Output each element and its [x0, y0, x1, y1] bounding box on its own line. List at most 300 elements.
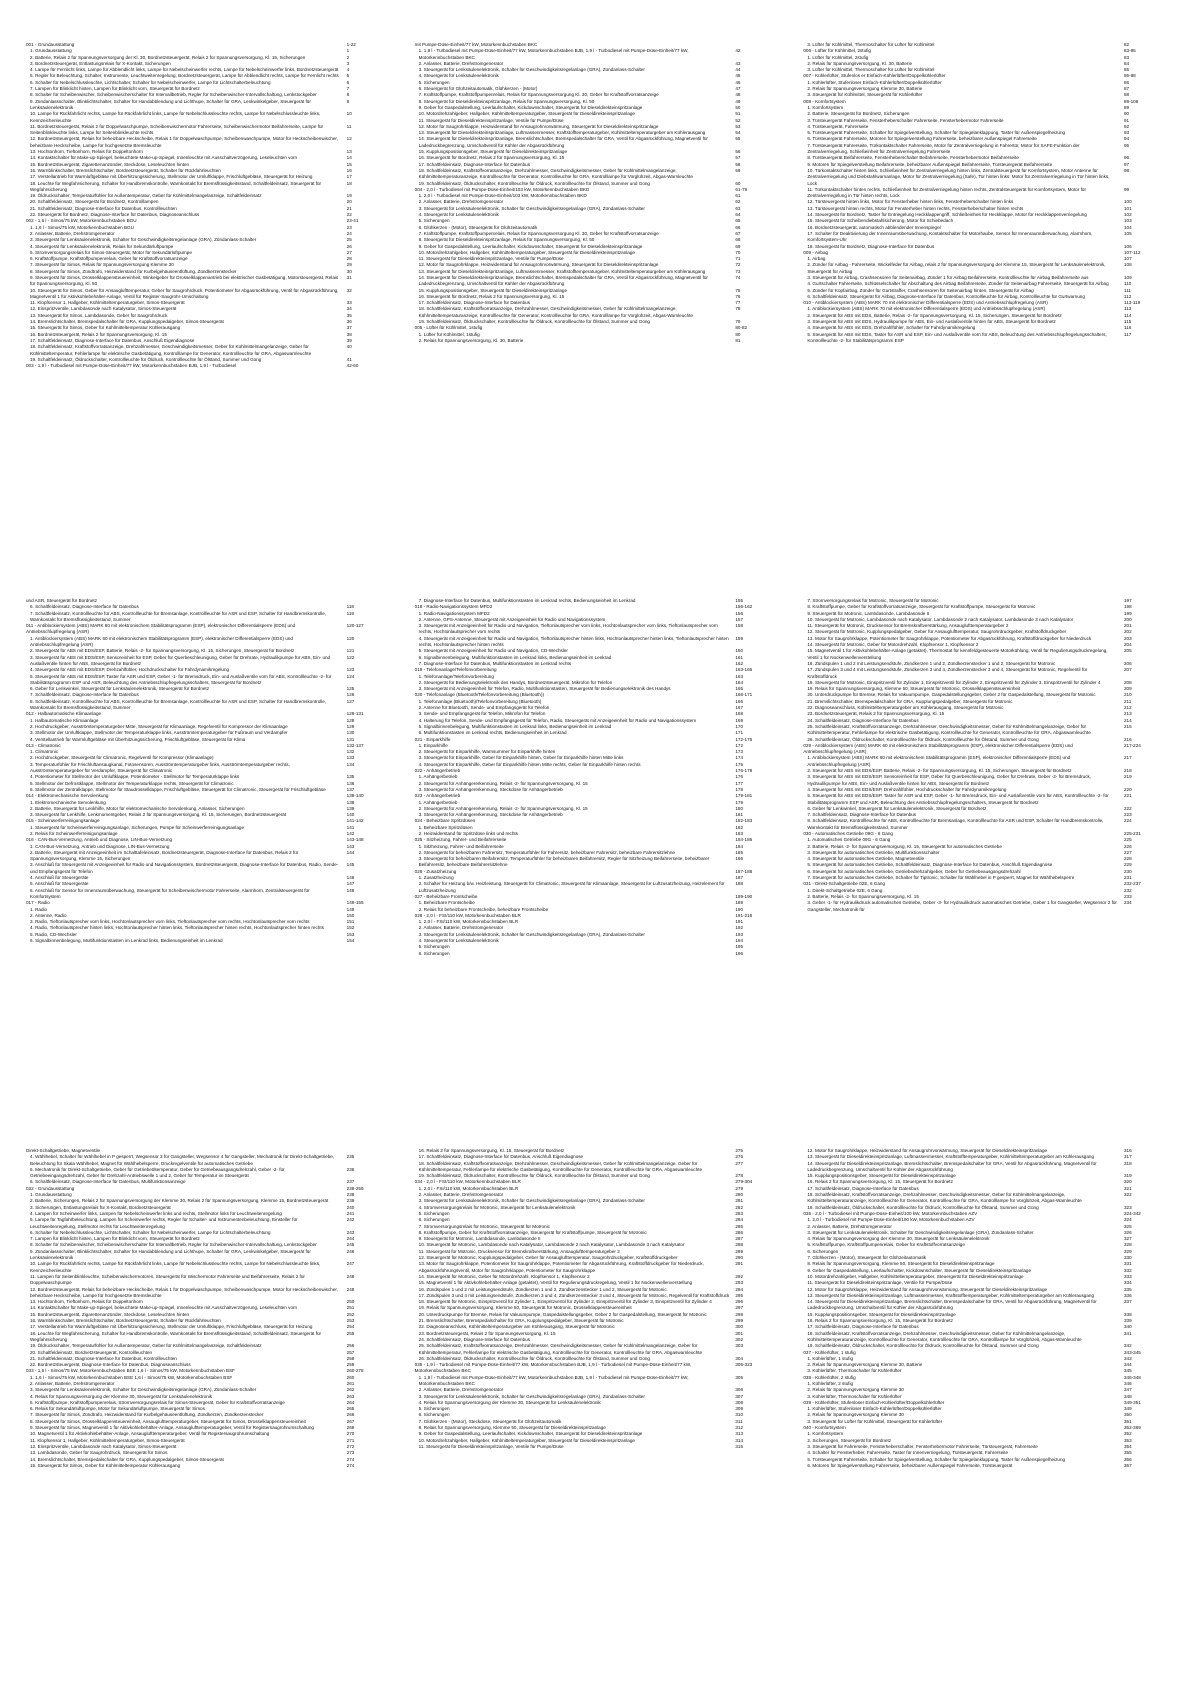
page-number: 89: [1123, 104, 1130, 110]
page-number: 175: [735, 761, 743, 767]
entry-text: 14. Bremslichtschalter, Bremspedalschalter für GRA, Kupplungspedalgeber, Simos-Steuergerät: [30, 319, 224, 325]
entry-text: 9. Geber für Gaspedalstellung, Leerlaufschalter, Kickdownschalter, Steuergerät für Dieseldirekteinspritzanlage: [418, 104, 643, 110]
page-number: 184: [735, 843, 743, 849]
entry-text: 5. Stromversorgungsrelais für Simos-Steuergerät, Motor für Sekundärluftpumpe: [30, 249, 192, 255]
page-number: 301: [735, 1330, 743, 1336]
entry-text: 6. Sicherungen: [418, 1412, 450, 1418]
entry-text: 1. Airbag: [807, 256, 826, 262]
page-number: 20: [346, 199, 352, 205]
page-number: 357: [1123, 1462, 1132, 1468]
page-number: 191-216: [735, 912, 753, 918]
entry-text: 2. Anlasser, Batterie, Drehstromgenerator: [418, 60, 504, 66]
page-number: 135: [346, 774, 355, 780]
entry-text: 5. Sicherungen: [418, 1210, 450, 1216]
page-number: 100: [1123, 199, 1132, 205]
entry-text: 011 - Antiblockiersystem (ABS) MARK 60 mit elektronischem Stabilitätsprogramm (ESP), elektronischer Differentialsperre (EDS) und Antriebsschlupfregelung (ASR): [26, 623, 296, 635]
entry-text: 19. Relais für Spannungsversorgung, Klemme 50, Steuergerät für Motronic, Drosselklappensteuereinheit: [807, 686, 1021, 692]
index-entry[interactable]: [26, 938, 387, 944]
page-number: 244: [346, 1236, 355, 1242]
entry-text: 5. Steuergerät mit Anzeigeeinheit für Radio und Navigation, CD-Wechsler: [418, 648, 568, 654]
entry-text: 3. Steuergerät mit Anzeigeeinheit für Telefon, Radio, Multifunktionstasten, Steuergerät für Bedienungselektronik des Handys: [418, 686, 671, 692]
entry-text: 19. Schaltfeldeinsatz, Öldruckschalter, Kontrollleuchte für Öldruck, Kontrollleuchte für Ölstand, Summer und Gong: [418, 180, 650, 186]
page-number: 228: [1123, 856, 1132, 862]
entry-text: 1. Antiblockiersystem (ABS) MARK 60 mit elektronischem Stabilitätsprogramm (ESP), elektronischer Differentialsperre (EDS) und Antriebsschlupfregelung (ASR): [807, 755, 1071, 767]
entry-text: 20. Unterdruckpumpe für Bremse, Relais für Vakuumpumpe, Gaspedalstellungsgeber, Geber 2 für Gaspedalstellung, Steuergerät für Motronic: [807, 692, 1096, 698]
page-number: 298: [735, 1311, 743, 1317]
entry-text: 10. Motordrehzahlgeber, Hallgeber, Kühlmitteltemperaturgeber, Steuergerät für Dieseldirekteinspritzanlage: [807, 1273, 1024, 1279]
index-entry[interactable]: [26, 888, 387, 901]
index-entry[interactable]: [26, 1261, 387, 1274]
index-entry[interactable]: [26, 275, 387, 288]
page-number: 140: [346, 812, 355, 818]
page-number: 240: [346, 1204, 355, 1210]
index-entry[interactable]: [26, 850, 387, 863]
page-number: 320: [1123, 1179, 1132, 1185]
index-entry[interactable]: [803, 262, 1164, 275]
page-number: 51: [735, 111, 741, 117]
index-entry[interactable]: [803, 648, 1164, 661]
entry-text: 17. Zündspulen 3 und 4 mit Leistungsendstufe, Zündkerzen 3 und 4, Zündkerzenstecker 3 und 4, Steuergerät für Motronic, Regelventil für Kraftstoffdruck: [807, 667, 1088, 679]
page-number: 36: [346, 319, 352, 325]
page-number: 297: [735, 1305, 743, 1311]
entry-text: 021 - Einparkhilfe: [414, 736, 451, 742]
page-number: 308: [735, 1399, 743, 1405]
index-entry[interactable]: [415, 306, 776, 319]
entry-text: 11. Lampen für Seitenblinkleuchte, Scheibenwischermotoren, Steuergerät für Wischermotor Fahrerseite und Beifahrerseite, Relais 2 für Doppelwaschpumpe: [30, 1273, 305, 1286]
index-entry[interactable]: [26, 611, 387, 624]
page-number: 143-148: [346, 837, 364, 843]
index-entry[interactable]: [415, 951, 776, 957]
page-number: 189-190: [735, 893, 753, 899]
page-number: 149-155: [346, 900, 364, 906]
entry-text: 4. Wählhebel, Schalter für Wählhebel in P gesperrt, Wegsensor 3 für Gangsteller, Wegsensor 4 für Gangsteller, Mechatronik für Direkt-Schaltgetriebe, Beleuchtung für Skala Wählhebel, Magnet für Wählhebelsperre, Druckregelventile für automatisches Getriebe: [30, 1154, 335, 1166]
entry-text: 10. Magnetventil 1 für Aktivkohlebehälter-Anlage, Ansauglufttemperaturgeber, Ventil für Registersaugrohrumschaltung: [30, 1431, 270, 1437]
index-entry[interactable]: [415, 48, 776, 61]
index-entry[interactable]: [803, 793, 1164, 806]
entry-text: 2. Relais für Spannungsversorgung Klemme 30: [807, 1387, 904, 1393]
page-number: 191: [735, 919, 743, 925]
page-number: 120-127: [346, 623, 364, 629]
entry-text: 10. Steuergerät für Simos, Geber für Ansauglufttemperatur, Geber für Saugrohrdruck, Potentiometer für Abgasrückführung, Ventil für Abgasrückführung, Magnetventil 1 für Aktivkohlebehälter-Anlage, Ventil für Register-Saugrohr-Umschaltung: [30, 287, 339, 299]
entry-text: 16. Steuergerät für Bordnetz, Relais 2 für Spannungsversorgung, Kl. 15: [418, 155, 565, 161]
entry-text: 3. Stellmotor der Umluftklappe, Stellmotor der Temperaturklappe links, Ausströmtemperaturgeber für Fußraum und Verdampfer: [30, 730, 288, 736]
page-number: 212: [1123, 705, 1132, 711]
entry-text: 022 - Anhängerbetrieb: [414, 768, 461, 774]
entry-text: 10. Lampe für Rückfahrlicht rechts, Lampe für Rückfahrlicht links, Lampe für Nebelschlussleuchte rechts, Lampe für Nebelschlussleuchte links, Kennzeichenleuchte: [30, 1261, 321, 1273]
entry-text: 19. Schaltfeldeinsatz, Öldruckschalter, Kontrollleuchte für Öldruck, Kontrollleuchte für Ölstand, Summer und Gong: [807, 1343, 1039, 1349]
index-entry[interactable]: [415, 338, 776, 344]
index-entry[interactable]: [415, 136, 776, 149]
entry-text: 2. Batterie, Sicherungen, Relais 2 für Spannungsversorgung der Klemme 30, Relais 2 für Spannungsversorgung, Klemme 15, Bordnetzsteuergerät: [30, 1198, 329, 1204]
index-entry[interactable]: [26, 1217, 387, 1230]
page-number: 42: [735, 48, 741, 54]
entry-text: 13. Lambdasonde, Geber für Saugrohrdruck, Steuergerät für Simos: [30, 1450, 168, 1456]
entry-text: 18. Schaltfeldeinsatz, Kraftstoffvorratsanzeige, Drehzahlmesser, Geschwindigkeitsmesser, Geber für Kühlmittelmangelanzeige, Kühlmitteltemperaturanzeige, Kontrollleuchte für Generator, Kontrollleuchte für GRA, Kontrolllampe für Vorglühzeit, Abgas-Warnleuchte: [418, 167, 693, 180]
entry-text: 16. Relais 2 für Spannungsversorgung, Kl. 15, Steuergerät für Bordnetz: [418, 1148, 565, 1153]
entry-text: 1. 2,0 l - Turbodiesel mit Pumpe-Düse-Einheit/100 kW, Motorkennbuchstaben AZV: [807, 1217, 975, 1223]
entry-text: 8. Steuergerät für Dieseldirekteinspritzanlage, Relais für Spannungsversorgung, Kl. 50: [418, 98, 595, 104]
entry-text: mit Pumpe-Düse-Einheit/77 kW, Motorkennbuchstaben BKC: [414, 42, 538, 47]
page-number: 197: [1123, 598, 1132, 603]
page-number: 230: [1123, 868, 1132, 874]
page-number: 145: [346, 862, 355, 868]
index-entry[interactable]: [803, 187, 1164, 200]
entry-text: 15. Steuergerät für Simos, Geber für Kühlmitteltemperatur Kühlerausgang: [30, 325, 181, 331]
index-entry[interactable]: [415, 168, 776, 181]
entry-text: 5. Sicherungen: [418, 218, 450, 224]
entry-text: 11. Klopfsensor 1, Hallgeber, Kühlmitteltemperaturgeber, Simos-Steuergerät: [30, 300, 185, 306]
page-number: 165: [735, 686, 743, 692]
page-number: 326: [1123, 1229, 1132, 1235]
index-entry[interactable]: [803, 900, 1164, 913]
section-heading-entry[interactable]: [803, 743, 1164, 756]
index-entry[interactable]: [26, 1154, 387, 1167]
entry-text: 3. Steuergerät für Lenksäulenelektronik, Schalter für Geschwindigkeitsregelanlage (GRA), Zündanlass-Schalter: [418, 205, 645, 211]
entry-text: 2. Heizwiderstand für Spritzdüse links und rechts: [418, 830, 518, 836]
page-number: 254: [346, 1324, 355, 1330]
index-entry[interactable]: [415, 1161, 776, 1174]
entry-text: 018 - Radio-Navigationssystem MFD2: [414, 604, 493, 610]
entry-text: 3. Steuergerät für Lenksäulenelektronik, Schalter für Geschwindigkeitsregelanlage (GRA), Zündanlass-Schalter: [418, 931, 645, 937]
index-entry[interactable]: [803, 231, 1164, 244]
page-number: 141: [346, 824, 355, 830]
entry-text: 2. Relais für Spannungsversorgung Klemme 30, Batterie: [807, 86, 923, 92]
entry-text: 012 - Halbautomatische Klimaanlage: [26, 711, 102, 717]
page-number: 317: [1123, 1154, 1132, 1160]
page-number: 265: [346, 1406, 355, 1412]
entry-text: 3. Steuergerät für Lenksäulenelektronik, Schalter für Geschwindigkeitsregelanlage (GRA), Zündanlass-Schalter: [30, 1387, 257, 1393]
page-number: 282: [735, 1204, 743, 1210]
index-entry[interactable]: [26, 636, 387, 649]
entry-text: 5. Sicherungen: [418, 944, 450, 950]
entry-text: 6. Relais für Sekundärluftpumpe, Motor für Sekundärluftpumpe, Steuergerät für Simos: [30, 1406, 205, 1412]
page-number: 117: [1123, 331, 1132, 337]
index-entry[interactable]: [803, 1299, 1164, 1312]
page-number: 279: [735, 1185, 743, 1191]
section-heading-entry[interactable]: [415, 1362, 776, 1375]
entry-text: 3. Anschluß für Steuergerät mit Anzeigeeinheit für Radio und Navigationssystem, Bordnetzsteuergerät, Diagnose-Interface für Datenbus, Radio, Sende- und Empfangsgerät für Telefon: [30, 862, 339, 874]
index-entry[interactable]: [26, 181, 387, 194]
entry-text: 10. Motordrehzahlgeber, Hallgeber, Kühlmitteltemperaturgeber, Steuergerät für Dieseldirekteinspritzanlage: [418, 249, 635, 255]
page-number: 106: [1123, 243, 1132, 249]
index-entry[interactable]: [803, 1161, 1164, 1174]
page-number: 196: [735, 950, 743, 956]
entry-text: 4. Lampe für Fernlicht links, Lampe für Abblendlicht links, Lampe für Nebelscheinwerfer rechts, Lampe für Nebelscheinwerfer links, Bordnetzsteuergerät: [30, 67, 339, 73]
index-entry[interactable]: [803, 1192, 1164, 1205]
entry-text: 5. Regler für Beleuchtung, Schalter, Instrumente, Leuchtweitenregelung, Bordnetzsteuergerät, Lampe für Abblendlicht rechts, Lampe für Fernlicht rechts: [30, 73, 339, 79]
page-number: 201: [1123, 623, 1132, 629]
page-number: 76: [735, 293, 741, 299]
entry-text: 6. Sicherungen: [418, 1217, 450, 1223]
entry-text: 005 - Lüfter für Kühlmittel, 1stufig: [414, 325, 483, 331]
index-entry[interactable]: [26, 655, 387, 668]
entry-text: 7. Stromversorgungsrelais für Motronic, Steuergerät für Motronic: [418, 1223, 550, 1229]
page-number: 155: [735, 598, 743, 603]
page-number: 353: [1123, 1437, 1132, 1443]
page-number: 346: [1123, 1380, 1132, 1386]
page-number: 16: [346, 167, 352, 173]
entry-text: 025 - Sitzheizung, Fahrer- und Beifahrerseite: [414, 837, 507, 843]
page-number: 102: [1123, 212, 1132, 218]
page-number: 247: [346, 1261, 355, 1267]
entry-text: 7. Kraftstoffpumpe, Kraftstoffpumpenrelais, Relais für Spannungsversorgung Kl. 30, Geber für Kraftstoffvorratsanzeige: [418, 92, 659, 98]
index-entry[interactable]: [415, 275, 776, 288]
index-entry[interactable]: [26, 762, 387, 775]
section-heading-entry[interactable]: [26, 363, 387, 369]
index-entry[interactable]: [26, 1463, 387, 1469]
entry-text: 11. Steuergerät für Dieseldirekteinspritzanlage, Ventile für Pumpe/Düse: [418, 256, 564, 262]
section-heading-entry[interactable]: [26, 623, 387, 636]
page-number: 143: [346, 843, 355, 849]
entry-text: 12. Motor für Saugrohrklappe, Heizwiderstand für Ansaugrohrvorwärmung, Steuergerät für Dieseldirekteinspritzanlage: [807, 1148, 1048, 1153]
entry-text: 3. Steuergerät mit Anzeigeeinheit für Radio und Navigation, Tieftonlautsprecher vorn links, Hochtonlautsprecher vorn links, Tieftonlautsprecher vorn rechts, Hochtonlautsprecher vorn rechts: [418, 623, 718, 635]
entry-text: 7. Lampen für Blinklicht hinten, Lampen für Blinklicht vorn, Steuergerät für Bordnetz: [30, 1236, 200, 1242]
entry-text: 20. Unterdruckpumpe für Bremse, Relais für Vakuumpumpe, Gaspedalstellungsgeber, Geber 2 für Gaspedalstellung, Steuergerät für Motronic: [418, 1311, 707, 1317]
page-number: 221: [1123, 793, 1132, 799]
entry-text: 1. Antiblockiersystem (ABS) MARK 70 mit elektronischer Differentialsperre (EDS) und Antriebsschlupfregelung (ASR): [807, 306, 1046, 312]
entry-text: 15. Magnetventil 1 für Aktivkohlebehälter-Anlage (getaktet), Ventil für Regulierungsdruckregelung, Ventil 1 für Nockenwellenverstellung: [418, 1280, 693, 1286]
entry-text: 3. Türsteuergerät Fahrerseite, Fensterheberschalter Fahrerseite, Fensterhebermotor Fahrerseite: [807, 117, 1004, 123]
index-entry[interactable]: [415, 1375, 776, 1388]
entry-text: 3. Kühlerlüfter, Thermoschalter für Kühlerlüfter: [807, 1368, 902, 1374]
page-number: 302: [735, 1336, 743, 1342]
entry-text: 8. Schalter für Scheibenwischer, Scheibenwischerschalter für Intervallbetrieb, Regler für Scheibenwischer-Intervallschaltung, Lenkstockgeber: [30, 1242, 317, 1248]
index-entry[interactable]: [26, 99, 387, 112]
index-entry[interactable]: [803, 667, 1164, 680]
page-number: 316: [1123, 1148, 1132, 1153]
index-entry[interactable]: [803, 755, 1164, 768]
page-number: 129: [346, 723, 355, 729]
entry-text: 5. Steuergerät für automatisches Getriebe, Schaltfeldeinsatz, Diagnose-Interface für Datenbus, Anschluß Eigendiagnose: [807, 862, 1053, 868]
page-number: 325: [1123, 1223, 1132, 1229]
index-entry[interactable]: [26, 1331, 387, 1344]
entry-text: 12. Steuergerät für Motronic, Kupplungspedalgeber, Geber für Ansauglufttemperatur, Saugrohrdruckgeber, Kraftstoffdruckgeber: [418, 1255, 678, 1261]
page-number: 82: [1123, 42, 1130, 47]
index-entry[interactable]: [26, 111, 387, 124]
index-column: [415, 598, 776, 957]
index-section-1: [26, 42, 1164, 369]
entry-text: 11. Türkontaktschalter hinten rechts, Schließeinheit für Zentralverriegelung hinten rechts, Zentralsteuergerät für Komfortsystem, Motor für Zentralverriegelung in Tür hinten rechts, Lock: [807, 186, 1086, 199]
page-number: 108: [1123, 262, 1132, 268]
page-number: 124: [346, 673, 355, 679]
page-number: 352-369: [1123, 1425, 1141, 1431]
entry-text: 14. Steuergerät für Dieseldirekteinspritzanlage, Bremslichtschalter, Bremspedalschalter für GRA, Ventil für Abgasrückführung, Magnetventil für Ladedruckbegrenzung, Umschaltventil für Kühler der Abgasrückführung: [418, 274, 708, 287]
entry-text: 13. Steuergerät für Dieseldirekteinspritzanlage, Luftmassenmesser, Kraftstofftemperaturgeber, Kühlmitteltemperaturgeber am Kühlerausgang: [418, 130, 706, 136]
entry-text: 1. Beheizbare Spritzdüsen: [418, 824, 473, 830]
index-entry[interactable]: [415, 1444, 776, 1450]
entry-text: 1. CAN-Bus-Vernetzung, Antrieb und Diagnose, LIN-Bus-Vernetzung: [30, 843, 170, 849]
entry-text: 9. Steuergerät für Simos, Magnetventil 1 für Aktivkohlebehälter-Anlage, Ansauglufttemperaturgeber, Ventil für Registersaugrohrumschaltung: [30, 1425, 314, 1431]
page-number: 184-186: [735, 837, 753, 843]
page-number: 153: [346, 931, 355, 937]
page-number: 261: [346, 1380, 355, 1386]
index-entry[interactable]: [803, 818, 1164, 831]
page-number: 122: [346, 654, 355, 660]
entry-text: 11. Bordnetzsteuergerät, Relais 2 für Doppelwaschpumpe, Scheibenwischermotor Fahrerseite, Scheibenwischermotor Beifahrerseite, Lampe für Seitenblinkleuchte links, Lampe für Seitenblinkleuchte rechts: [30, 123, 324, 136]
entry-text: 6. Stellmotor der Zentralklappe, Stellmotor für Staudrosselklappe, Frischluftgebläse, Steuergerät für Climatronic, Steuergerät für Frischluftgebläse: [30, 786, 326, 792]
index-entry[interactable]: [26, 344, 387, 357]
entry-text: 039 - Kühlerlüfter, Stufenloser Einfach-Kühlerlüfter/Doppelkühlerlüfter: [803, 1399, 945, 1405]
page-number: 295: [735, 1292, 743, 1298]
page-number: 183: [735, 830, 743, 836]
index-entry[interactable]: [415, 623, 776, 636]
page-number: 151: [346, 919, 355, 925]
page-number: 162: [735, 660, 743, 666]
entry-text: 5. Kraftstoffpumpe, Kraftstoffpumpenrelais, Geber für Kraftstoffvorratsanzeige: [807, 1242, 965, 1248]
page-number: 95: [1123, 142, 1130, 148]
page-number: 137: [346, 786, 355, 792]
entry-text: 019 - Telefonanlage/Telefonvorbereitung: [414, 667, 497, 673]
page-number: 56: [735, 149, 741, 155]
page-number: 293: [735, 1280, 743, 1286]
page-number: 346-348: [1123, 1374, 1141, 1380]
entry-text: 14. Steuergerät für Dieseldirekteinspritzanlage, Bremslichtschalter, Bremspedalschalter für GRA, Ventil für Abgasrückführung, Magnetventil für Ladedruckbegrenzung, Umschaltventil für Kühler der Abgasrückführung: [807, 1299, 1097, 1311]
entry-text: 024 - Beheizbare Spritzdüsen: [414, 818, 476, 824]
entry-text: 19. Schaltfeldeinsatz, Öldruckschalter, Kontrollleuchte für Öldruck, Kontrollleuchte für Ölstand, Summer und Gong: [807, 1204, 1039, 1210]
entry-text: 009 - Airbag: [803, 249, 829, 255]
index-entry[interactable]: [803, 332, 1164, 345]
index-entry[interactable]: [26, 674, 387, 687]
entry-text: 3. Steuergerät für Airbag, Crashsensoren für Seitenairbag, Zünder 1 für Airbag Beifahrerseite, Kontrollleuchte für Airbag Beifahrerseite aus: [807, 274, 1089, 280]
page-number: 276: [735, 1154, 743, 1160]
page-number: 13: [346, 149, 352, 155]
page-number: 283: [735, 1210, 743, 1216]
entry-text: 22. Bordnetzsteuergerät, Diagnose-Interface für Datenbus, Diagnoseanschluss: [30, 1362, 191, 1368]
index-entry[interactable]: [803, 774, 1164, 787]
entry-text: 17. Schaltfeldeinsatz, Diagnose-Interface für Datenbus: [807, 1324, 919, 1330]
entry-text: 16. Bordnetzsteuergerät, Relais 2 für Spannungsversorgung, Kl. 15: [30, 331, 167, 337]
entry-text: 7. Diagnose-Interface für Datenbus, Multifunktionstasten im Lenkrad rechts, Bedienungseinheit im Lenkrad: [418, 598, 636, 603]
index-entry[interactable]: [415, 856, 776, 869]
index-entry[interactable]: [26, 699, 387, 712]
page-number: 104: [1123, 224, 1132, 230]
index-entry[interactable]: [26, 1287, 387, 1300]
index-entry[interactable]: [415, 1343, 776, 1356]
entry-text: 9. Zündanlassschalter, Blinklichtschalter, Schalter für Handabblendung und Lichthupe, Schalter für GRA, Lenkwinkelgeber, Steuergerät für Lenksäulenelektronik: [30, 1248, 311, 1261]
page-number: 241: [346, 1210, 355, 1216]
index-entry[interactable]: [26, 1249, 387, 1262]
page-number: 270: [346, 1431, 355, 1437]
page-number: 84: [1123, 60, 1130, 66]
entry-text: 2. Steuergerät für Einparkhilfe, Warnsummer für Einparkhilfe hinten: [418, 749, 556, 755]
index-entry[interactable]: [415, 636, 776, 649]
page-number: 44: [735, 67, 741, 73]
entry-text: 010 - Antiblockiersystem (ABS) MARK 70 mit elektronischer Differentialsperre (EDS) und Antriebsschlupfregelung (ASR): [803, 300, 1048, 306]
entry-text: 016 - CAN-Bus-Vernetzung, Antrieb und Diagnose, LIN-Bus-Vernetzung: [26, 837, 173, 843]
entry-text: 029 - Antiblockiersystem (ABS) MARK 60 mit elektronischem Stabilitätsprogramm (ESP), elektronischer Differentialsperre (EDS) und Antriebsschlupfregelung (ASR): [803, 742, 1073, 755]
page-number: 218: [1123, 768, 1132, 774]
page-number: 232-237: [1123, 881, 1141, 887]
page-number: 256: [346, 1343, 355, 1349]
page-number: 21: [346, 205, 352, 211]
entry-text: 17. Verstellantrieb für Warmluftgebläse mit Überhitzungssicherung, Stellmotor der Umluftklappe, Frischluftgebläse, Steuergerät für Heizung: [30, 1324, 313, 1330]
entry-text: 1. 1,9 l - Turbodiesel mit Pumpe-Düse-Einheit/77 kW, Motorkennbuchstaben BJB, 1,9 l - Turbodiesel mit Pumpe-Düse-Einheit/77 kW, Motorkennbuchstaben BKC: [418, 48, 689, 60]
entry-text: 16. Zündspulen 1 und 2 mit Leistungsendstufe, Zündkerzen 1 und 2, Zündkerzenstecker 1 und 2, Steuergerät für Motronic: [418, 1286, 667, 1292]
entry-text: 5. Kraftstoffpumpe, Kraftstoffpumpenrelais, Stromversorgungsrelais für Simos-Steuergerät, Geber für Kraftstoffvorratsanzeige: [30, 1399, 285, 1405]
page-number: 223: [1123, 812, 1132, 818]
entry-text: 1. Kühlerlüfter, 1 stufig: [807, 1355, 854, 1361]
index-entry[interactable]: [26, 1274, 387, 1287]
page-number: 225-231: [1123, 830, 1141, 836]
page-number: 238-259: [346, 1185, 364, 1191]
page-number: 185: [735, 849, 743, 855]
entry-text: 14. Bremslichtschalter, Bremspedalschalter für GRA, Kupplungspedalgeber, Simos-Steuergerät: [30, 1456, 224, 1462]
entry-text: 14. Steuergerät für Dieseldirekteinspritzanlage, Bremslichtschalter, Bremspedalschalter für GRA, Ventil für Abgasrückführung, Magnetventil für Ladedruckbegrenzung, Umschaltventil für Kühler der Abgasrückführung: [807, 1160, 1097, 1172]
page-number: 171: [735, 730, 743, 736]
entry-text: 13. Steuergerät für Simos, Lambdasonde, Geber für Saugrohrdruck: [30, 312, 168, 318]
entry-text: 1. Lüfter für Kühlmittel, 1stufig: [418, 331, 480, 337]
entry-text: 1. Anhängerbetrieb: [418, 799, 458, 805]
index-entry[interactable]: [803, 143, 1164, 156]
entry-text: 3. Kühlerlüfter, Thermoschalter für Kühlerlüfter: [807, 1393, 902, 1399]
entry-text: 1. Automatisches Getriebe 09G - 6 Gang: [807, 837, 891, 843]
index-entry[interactable]: [26, 124, 387, 137]
page-number: 57: [735, 155, 741, 161]
page-number: 262: [346, 1387, 355, 1393]
page-number: 189: [735, 900, 743, 906]
entry-text: 3. Steuergerät für Lenksäulenelektronik, Schalter für Geschwindigkeitsregelanlage (GRA), Zündanlass-Schalter: [807, 1229, 1034, 1235]
entry-text: 037 - Kühlerlüfter, 1 stufig: [803, 1349, 856, 1355]
index-entry[interactable]: [803, 168, 1164, 187]
entry-text: 7. Schaltfeldeinsatz, Diagnose-Interface für Datenbus: [30, 692, 139, 698]
page-number: 172: [735, 742, 743, 748]
page-number: 227: [1123, 849, 1132, 855]
entry-text: 031 - Direkt-Schaltgetriebe 02E, 6 Gang: [803, 881, 886, 887]
entry-text: 1. Climatronic: [30, 749, 59, 755]
entry-text: 7. Glühkerzen - (Motor), Steckdose, Steuergerät für Glühzeitautomatik: [418, 1418, 562, 1424]
entry-text: 10. Türkontaktschalter hinten links, Schließeinheit für Zentralverriegelung hinten links, Zentralsteuergerät für Komfortsystem, Motor Antenne für Zentralverriegelung und Diebstahlwarnanlage, Motor für Zentralverriegelung (Safe), Tür hinten links: Motor für Zentralverriegelung in Tür hinten links, Lock: [807, 167, 1110, 186]
index-entry[interactable]: [415, 881, 776, 894]
index-entry[interactable]: [415, 1261, 776, 1274]
page-number: 47: [735, 86, 741, 92]
entry-text: 2. Anlasser, Batterie, Drehstromgenerator: [30, 1380, 115, 1386]
index-entry[interactable]: [26, 862, 387, 875]
entry-text: 15. Kupplungspositionsgeber, Steuergerät für Dieseldirekteinspritzanlage: [807, 1311, 956, 1317]
page-number: 70: [735, 249, 741, 255]
entry-text: 6. Schaltfeldeinsatz, Diagnose-Interface für Datenbus, Multifunktionsanzeige: [30, 1179, 186, 1185]
entry-text: 20. Schaltfeldeinsatz, Bordnetzsteuergerät, Kontrollleuchten: [30, 1349, 153, 1355]
index-entry[interactable]: [803, 724, 1164, 737]
page-number: 168: [735, 711, 743, 717]
page-number: 68: [735, 237, 741, 243]
page-number: 23-41: [346, 218, 359, 224]
page-number: 121: [346, 648, 355, 654]
index-entry[interactable]: [26, 288, 387, 301]
page-number: 80-82: [735, 325, 748, 331]
page-number: 232: [1123, 887, 1132, 893]
index-entry[interactable]: [803, 1463, 1164, 1469]
page-number: 291: [735, 1261, 743, 1267]
entry-text: 030 - Automatisches Getriebe 09G - 6 Gang: [803, 830, 893, 836]
entry-text: 2. Steuergerät für beheizbaren Fahrersitz, Temperaturfühler für Fahrersitz, beheizbarer Fahrersitz, beheizbare Fahrersitzlehne: [418, 849, 675, 855]
page-number: 222: [1123, 805, 1132, 811]
page-number: 236: [346, 1166, 355, 1172]
entry-text: 9. Steuergerät für Simos, Drosselklappensteuereinheit, Winkelgeber für Drosselklappenantrieb bei elektrischer Gasbetätigung, Motorsteuergerät, Relais für Spannungsversorgung, Kl. 50: [30, 274, 339, 287]
entry-text: 12. Bordnetzsteuergerät, Relais für beheizbare Heckscheibe, Relais 1 für Doppelwaschpumpe, Scheibenwaschpumpe, Motor für Heckscheibenwischer, beheizbare Heckscheibe, Lampe für hochgesetzte Bremsleuchte: [30, 136, 338, 148]
entry-text: 6. Sicherungen: [807, 1248, 839, 1254]
page-number: 10: [346, 111, 352, 117]
entry-text: 2. Relais für beheizbare Frontscheibe, beheizbare Frontscheibe: [418, 906, 549, 912]
index-entry[interactable]: [26, 1167, 387, 1180]
index-entry[interactable]: [26, 136, 387, 149]
entry-text: 1. Grundausstattung: [30, 1192, 72, 1198]
page-number: 156-162: [735, 604, 753, 610]
entry-text: 14. Steuergerät für Motronic, Geber für Motordrehzahl, Klopfsensor 1, Klopfsensor 2: [807, 642, 979, 648]
entry-text: 10. Lampe für Rückfahrlicht rechts, Lampe für Rückfahrlicht links, Lampe für Nebelschlussleuchte rechts, Lampe für Nebelschlussleuchte links, Kennzeichenleuchte: [30, 111, 321, 123]
entry-text: 4. Potentiometer für Stellmotor der Umluftklappe, Potentiometer - Stellmotor für Temperaturklappe links: [30, 774, 240, 780]
entry-text: 5. Signalbinnenbelegung, Multifunktionstasten im Lenkrad links, Bedienungseinheit im Lenkrad: [418, 723, 612, 729]
index-entry[interactable]: [803, 1331, 1164, 1344]
